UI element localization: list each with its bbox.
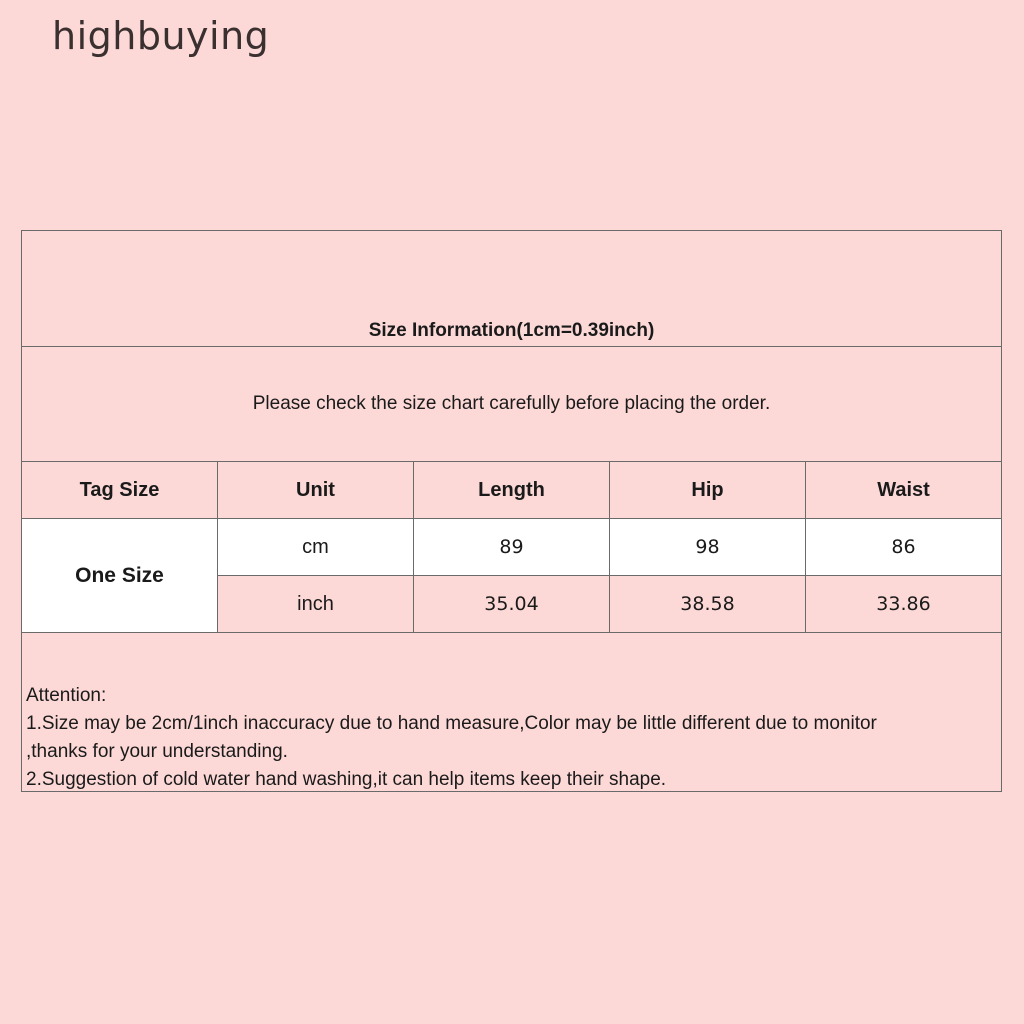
- size-chart: [21, 230, 1002, 792]
- hip-cell: 98: [610, 519, 806, 576]
- size-table: [21, 461, 1002, 633]
- header-length: Length: [414, 462, 610, 519]
- size-chart-note: Please check the size chart carefully before placing the order.: [252, 393, 771, 414]
- unit-cell: cm: [218, 519, 414, 576]
- hip-cell: 38.58: [610, 576, 806, 633]
- unit-cell: inch: [218, 576, 414, 633]
- table-header-row: [22, 462, 1002, 519]
- header-waist: Waist: [806, 462, 1002, 519]
- attention-notes: [26, 682, 997, 794]
- length-cell: 89: [414, 519, 610, 576]
- note-row: [22, 347, 1001, 462]
- attention-heading: Attention:: [26, 685, 107, 706]
- waist-cell: 33.86: [806, 576, 1002, 633]
- title-row: [22, 231, 1001, 347]
- waist-cell: 86: [806, 519, 1002, 576]
- attention-line: 1.Size may be 2cm/1inch inaccuracy due to hand measure,Color may be little different due to monitor: [26, 713, 877, 734]
- attention-line: ,thanks for your understanding.: [26, 741, 288, 762]
- header-tag-size: Tag Size: [22, 462, 218, 519]
- size-chart-title: Size Information(1cm=0.39inch): [368, 320, 655, 341]
- length-cell: 35.04: [414, 576, 610, 633]
- header-unit: Unit: [218, 462, 414, 519]
- attention-line: 2.Suggestion of cold water hand washing,it can help items keep their shape.: [26, 769, 667, 790]
- watermark-text: highbuying: [52, 14, 270, 58]
- tag-size-cell: One Size: [22, 519, 218, 633]
- table-row: [22, 519, 1002, 576]
- header-hip: Hip: [610, 462, 806, 519]
